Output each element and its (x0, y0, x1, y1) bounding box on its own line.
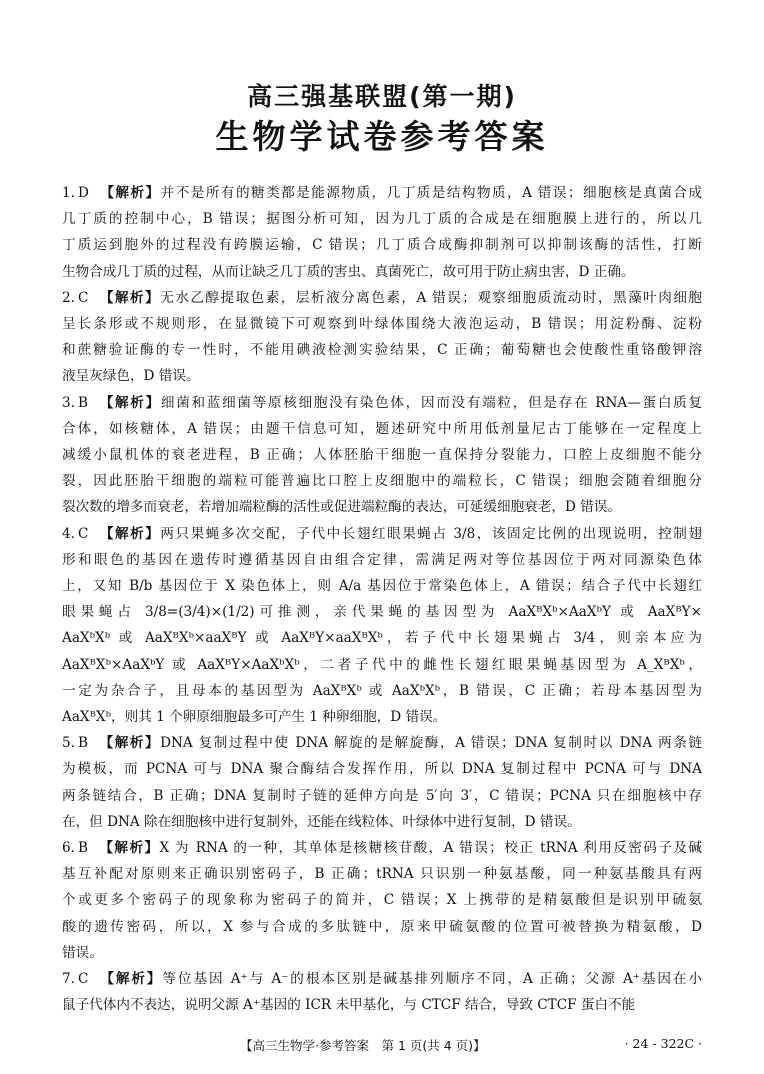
answer-text: 酸的遗传密码，所以，X 参与合成的多肽链中，原来甲硫氨酸的位置可被替换为精氨酸，D (62, 918, 702, 935)
answer-text: 裂次数的增多而衰老，若增加端粒酶的活性或促进端粒酶的表达，可延缓细胞衰老，D 错误。 (62, 499, 621, 516)
answer-line (62, 416, 702, 442)
answer-text: 等位基因 A⁺与 A⁻的根本区别是碱基排列顺序不同，A 正确；父源 A⁺基因在小 (162, 971, 703, 988)
answer-line (62, 442, 702, 468)
answer-line (62, 206, 702, 232)
answer-line (62, 835, 702, 861)
answer-line (62, 992, 702, 1018)
question-number: 7. (62, 971, 75, 988)
answer-text: 错误。 (62, 944, 103, 961)
answer-text: 在，但 DNA 除在细胞核中进行复制外，还能在线粒体、叶绿体中进行复制，D 错误。 (62, 813, 581, 830)
analysis-tag: 【解析】 (97, 394, 161, 411)
answer-choice: B (77, 840, 88, 857)
answer-line (62, 940, 702, 966)
answer-text: 并不是所有的糖类都是能源物质，几丁质是结构物质，A 错误；细胞核是真菌合成 (160, 185, 703, 201)
answer-text: 细菌和蓝细菌等原核细胞没有染色体，因而没有端粒，但是存在 RNA—蛋白质复 (160, 394, 703, 411)
answer-line (62, 521, 702, 547)
answer-line (62, 363, 702, 389)
answer-text: 几丁质的控制中心，B 错误；据图分析可知，因为几丁质的合成是在细胞膜上进行的，所以几 (62, 211, 702, 228)
analysis-tag: 【解析】 (97, 840, 160, 857)
answer-line (62, 337, 702, 363)
answer-text: 形和眼色的基因在遗传时遵循基因自由组合定律，需满足两对等位基因位于两对同源染色体 (62, 551, 702, 568)
answer-choice: C (77, 525, 89, 542)
answer-line (62, 704, 702, 730)
answer-line (62, 678, 702, 704)
answer-text: 鼠子代体内不表达，说明父源 A⁺基因的 ICR 未甲基化，与 CTCF 结合，导致 CTCF 蛋白不能 (62, 997, 636, 1014)
answer-line (62, 390, 703, 416)
answer-text: 无水乙醇提取色素，层析液分离色素，A 错误；观察细胞质流动时，黑藻叶肉细胞 (160, 289, 703, 306)
analysis-tag: 【解析】 (98, 289, 161, 306)
answer-text: 两条链结合，B 正确；DNA 复制时子链的延伸方向是 5′向 3′，C 错误；PCNA 只在细胞核中存 (62, 787, 702, 804)
question-number: 5. (62, 735, 75, 752)
answer-choice: B (77, 735, 88, 752)
answer-item (62, 521, 702, 731)
analysis-tag: 【解析】 (98, 185, 161, 201)
answer-line (62, 887, 702, 913)
page-footer (0, 1036, 764, 1056)
answer-line (62, 311, 702, 337)
answer-line (62, 599, 702, 625)
answer-item (62, 966, 702, 1018)
question-number: 3. (62, 394, 75, 411)
answer-text: 液呈灰绿色，D 错误。 (62, 368, 200, 385)
question-number: 1. (62, 185, 75, 201)
answer-list (62, 180, 702, 1019)
title-line-2: 生物学试卷参考答案 (215, 117, 549, 156)
question-number: 6. (62, 840, 75, 857)
answer-line (62, 783, 702, 809)
answer-text: X 为 RNA 的一种，其单体是核糖核苷酸，A 错误；校正 tRNA 利用反密码子及碱 (159, 840, 702, 857)
answer-line (62, 730, 702, 756)
answer-text: AaXᵇXᵇ 或 AaXᴮXᵇ×aaXᴮY 或 AaXᴮY×aaXᴮXᵇ，若子代中长翅果蝇占 3/4，则亲本应为 (62, 630, 702, 647)
answer-line (62, 259, 702, 285)
answer-choice: B (77, 394, 88, 411)
answer-item (62, 835, 702, 966)
answer-text: 裂，因此胚胎干细胞的端粒可能普遍比口腔上皮细胞中的端粒长，C 错误；细胞会随着细胞分 (62, 473, 702, 490)
answer-text: 基互补配对原则来正确识别密码子，B 正确；tRNA 只识别一种氨基酸，同一种氨基酸具有两 (62, 866, 702, 883)
answer-line (62, 625, 702, 651)
analysis-tag: 【解析】 (98, 971, 163, 988)
analysis-tag: 【解析】 (98, 525, 161, 542)
answer-choice: C (77, 289, 89, 306)
answer-line (62, 180, 703, 206)
answer-text: 和蔗糖验证酶的专一性时，不能用碘液检测实验结果，C 正确；葡萄糖也会使酸性重铬酸钾溶 (62, 342, 702, 359)
answer-text: 个或更多个密码子的现象称为密码子的简并，C 错误；X 上携带的是精氨酸但是识别甲硫氨 (62, 892, 702, 909)
answer-text: 为模板，而 PCNA 可与 DNA 聚合酶结合发挥作用，所以 DNA 复制过程中 PCNA 可与 DNA (62, 761, 702, 778)
footer-code: · 24 - 322C · (624, 1036, 702, 1051)
title-line-1: 高三强基联盟(第一期) (247, 82, 517, 111)
question-number: 2. (62, 289, 75, 306)
answer-text: 两只果蝇多次交配，子代中长翅红眼果蝇占 3/8，该固定比例的出现说明，控制翅 (160, 525, 702, 542)
answer-text: 生物合成几丁质的过程，从而让缺乏几丁质的害虫、真菌死亡，故可用于防止病虫害，D 正确。 (62, 263, 635, 280)
answer-text: AaXᴮXᵇ×AaXᵇY 或 AaXᴮY×AaXᵇXᵇ，二者子代中的雌性长翅红眼果蝇基因型为 A_XᴮXᵇ， (62, 656, 702, 673)
answer-line (62, 285, 703, 311)
answer-line (62, 966, 703, 992)
footer-page-info: 【高三生物学·参考答案 第 1 页(共 4 页)】 (240, 1038, 486, 1053)
answer-text: 合体，如核糖体，A 错误；由题干信息可知，题述研究中所用低剂量尼古丁能够在一定程度上 (62, 420, 702, 437)
answer-item (62, 180, 702, 285)
answer-text: 呈长条形或不规则形，在显微镜下可观察到叶绿体围绕大液泡运动，B 错误；用淀粉酶、淀粉 (62, 316, 702, 333)
answer-line (62, 914, 702, 940)
answer-line (62, 861, 702, 887)
answer-text: 一定为杂合子，且母本的基因型为 AaXᴮXᵇ 或 AaXᵇXᵇ，B 错误，C 正确；若母本基因型为 (62, 682, 702, 699)
answer-text: 眼果蝇占 3/8=(3/4)×(1/2)可推测，亲代果蝇的基因型为 AaXᴮXᵇ×AaXᵇY 或 AaXᴮY× (62, 604, 702, 621)
answer-text: DNA 复制过程中使 DNA 解旋的是解旋酶，A 错误；DNA 复制时以 DNA 两条链 (160, 735, 702, 752)
answer-text: 减缓小鼠机体的衰老进程，B 正确；人体胚胎干细胞一直保持分裂能力，口腔上皮细胞不能分 (62, 447, 702, 464)
answer-line (62, 756, 702, 782)
answer-choice: C (77, 971, 89, 988)
answer-line (62, 468, 702, 494)
answer-item (62, 285, 702, 390)
question-number: 4. (62, 525, 75, 542)
answer-line (62, 494, 702, 520)
answer-line (62, 232, 702, 258)
answer-line (62, 573, 702, 599)
answer-item (62, 390, 702, 521)
answer-line (62, 809, 702, 835)
analysis-tag: 【解析】 (97, 735, 161, 752)
answer-text: 上，又知 B/b 基因位于 X 染色体上，则 A/a 基因位于常染色体上，A 错误；结合子代中长翅红 (62, 578, 702, 595)
answer-text: 丁质运到胞外的过程没有跨膜运输，C 错误；几丁质合成酶抑制剂可以抑制该酶的活性，打断 (62, 237, 702, 254)
answer-line (62, 652, 702, 678)
answer-choice: D (77, 185, 89, 201)
answer-item (62, 730, 702, 835)
answer-line (62, 547, 702, 573)
answer-text: AaXᴮXᵇ，则其 1 个卵原细胞最多可产生 1 种卵细胞，D 错误。 (62, 709, 447, 726)
